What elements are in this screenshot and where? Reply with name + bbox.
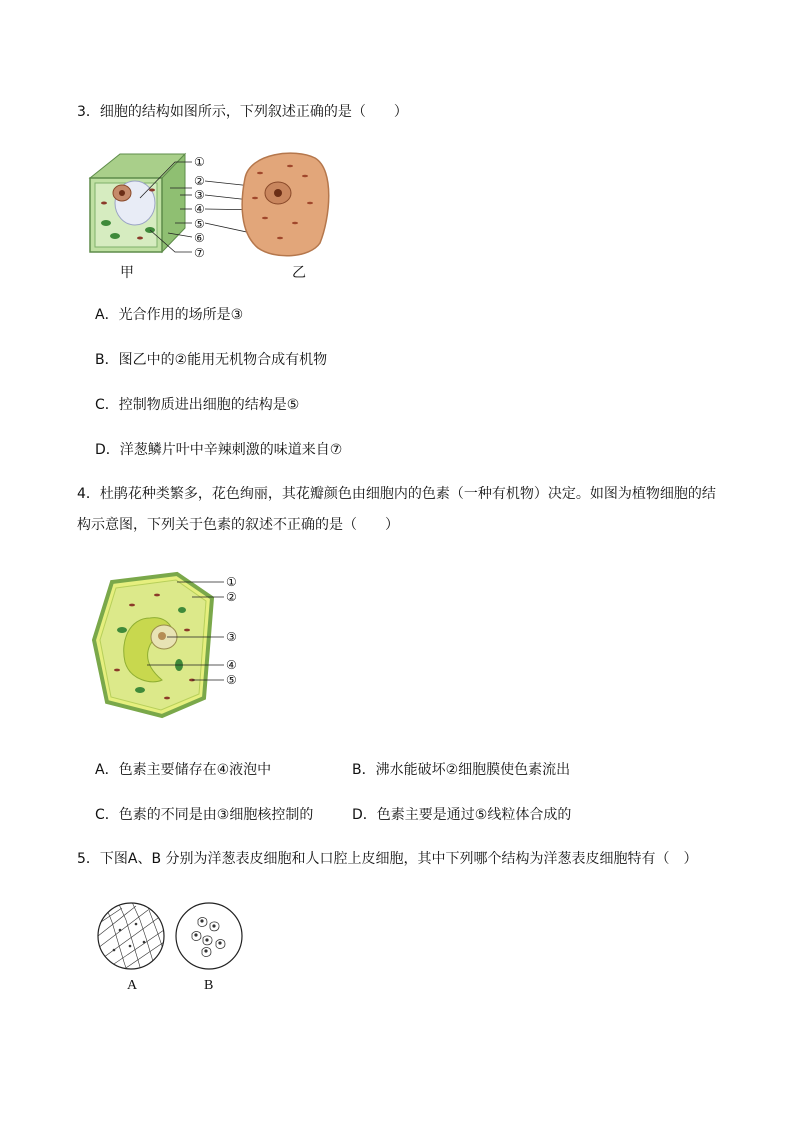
q3-label-4: ④ — [194, 202, 205, 216]
q3-option-d: D．洋葱鳞片叶中辛辣刺激的味道来自⑦ — [95, 442, 343, 458]
q3-caption-jia: 甲 — [120, 265, 134, 281]
plant-cell-jia — [90, 154, 185, 252]
question-4-figure — [92, 570, 252, 722]
q3-option-c: C．控制物质进出细胞的结构是⑤ — [95, 397, 300, 413]
q4-label-5: ⑤ — [226, 673, 237, 687]
q3-label-7: ⑦ — [194, 246, 205, 260]
question-3-stem: 3．细胞的结构如图所示，下列叙述正确的是（ ） — [77, 104, 408, 120]
q3-label-5: ⑤ — [194, 217, 205, 231]
q4-label-2: ② — [226, 590, 237, 604]
q4-option-c: C．色素的不同是由③细胞核控制的 — [95, 807, 314, 823]
question-5-figure — [92, 902, 252, 977]
q5-caption-b: B — [204, 978, 214, 993]
q3-label-3: ③ — [194, 188, 205, 202]
q4-label-4: ④ — [226, 658, 237, 672]
animal-cell-yi — [242, 153, 329, 256]
cheek-cells-b — [192, 918, 225, 957]
q5-caption-a: A — [127, 978, 138, 993]
question-4-stem-line1: 4．杜鹃花种类繁多，花色绚丽，其花瓣颜色由细胞内的色素（一种有机物）决定。如图为植物细胞的结 — [77, 486, 716, 502]
q3-label-6: ⑥ — [194, 231, 205, 245]
q4-option-b: B．沸水能破坏②细胞膜使色素流出 — [352, 762, 571, 778]
q3-caption-yi: 乙 — [292, 265, 306, 281]
q3-option-b: B．图乙中的②能用无机物合成有机物 — [95, 352, 328, 368]
q4-label-3: ③ — [226, 630, 237, 644]
q4-label-1: ① — [226, 575, 237, 589]
q3-option-a: A．光合作用的场所是③ — [95, 307, 244, 323]
q4-option-d: D．色素主要是通过⑤线粒体合成的 — [352, 807, 572, 823]
q4-option-a: A．色素主要储存在④液泡中 — [95, 762, 272, 778]
question-5-stem: 5．下图A、B 分别为洋葱表皮细胞和人口腔上皮细胞，其中下列哪个结构为洋葱表皮细胞特有（ ） — [77, 851, 698, 867]
q3-label-2: ② — [194, 174, 205, 188]
question-4-stem-line2: 构示意图，下列关于色素的叙述不正确的是（ ） — [77, 517, 399, 533]
q3-label-1: ① — [194, 155, 205, 169]
